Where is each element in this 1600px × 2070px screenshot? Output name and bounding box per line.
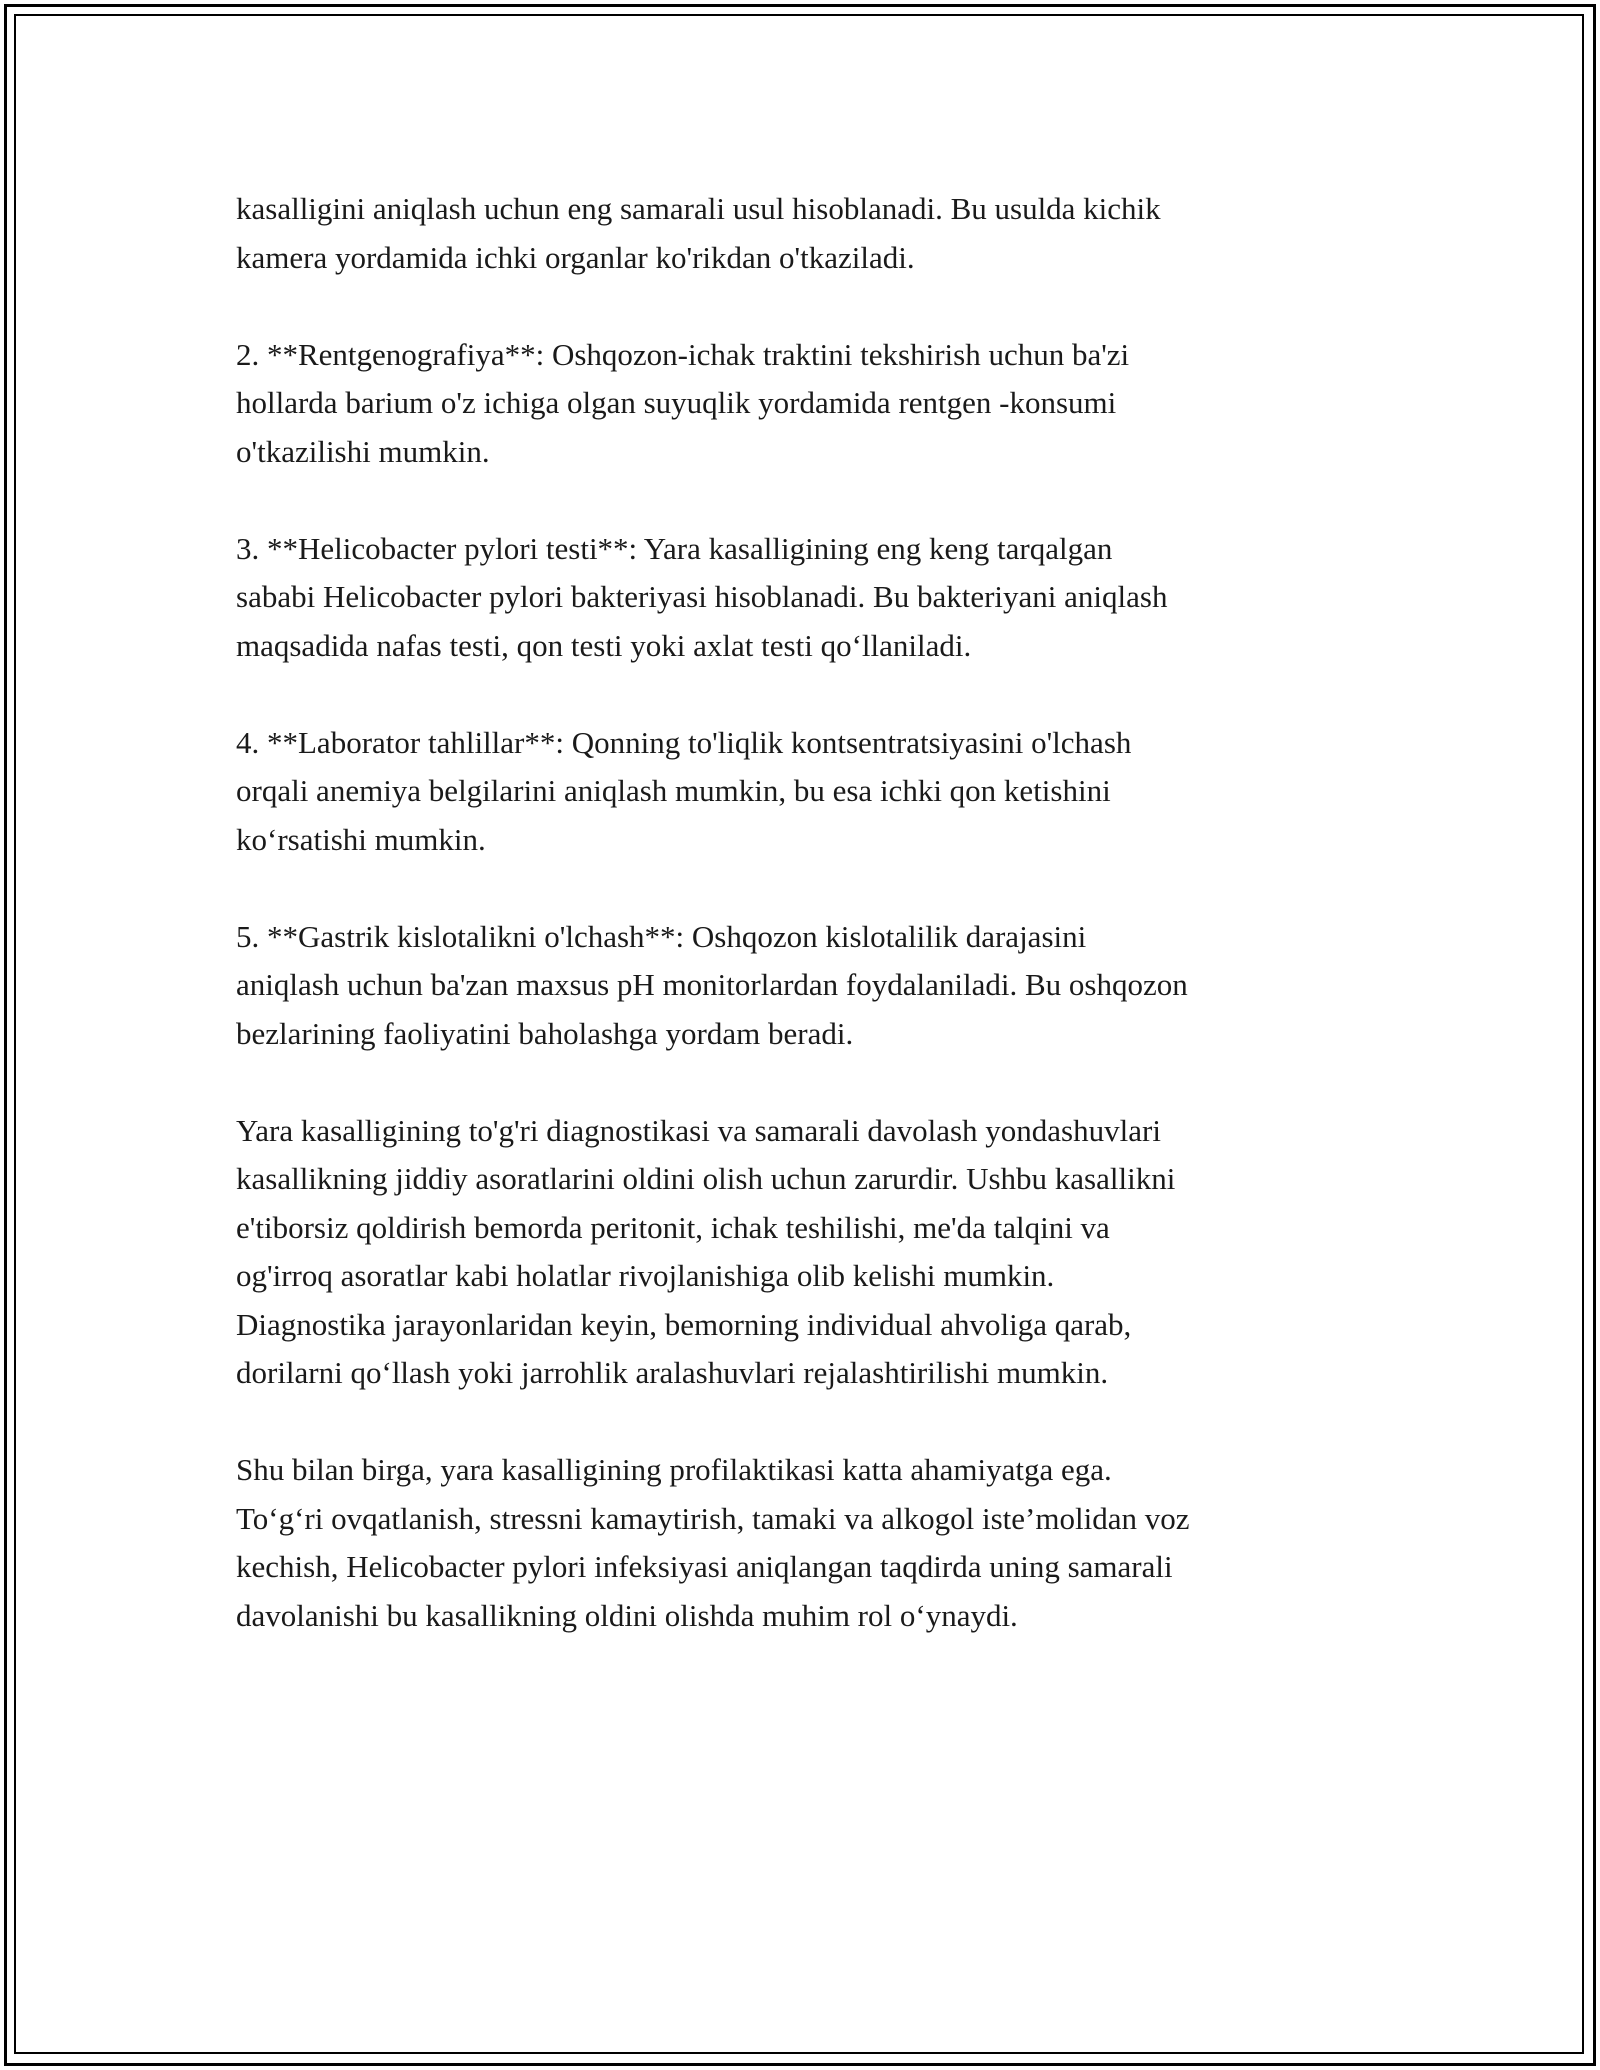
paragraph-helicobacter-test: 3. **Helicobacter pylori testi**: Yara kasalligining eng keng tarqalgan sababi Helicobacter pylori bakteriyasi hisoblanadi. Bu bakteriyani aniqlash maqsadida nafas testi, qon testi yoki axlat testi qo‘llaniladi. (236, 530, 1168, 663)
paragraph-endoscopy-continuation: kasalligini aniqlash uchun eng samarali usul hisoblanadi. Bu usulda kichik kamera yordamida ichki organlar ko'rikdan o'tkaziladi. (236, 191, 1161, 275)
paragraph-radiography: 2. **Rentgenografiya**: Oshqozon-ichak traktini tekshirish uchun ba'zi hollarda barium o'z ichiga olgan suyuqlik yordamida rentgen -konsumi o'tkazilishi mumkin. (236, 336, 1130, 469)
paragraph-diagnosis-importance: Yara kasalligining to'g'ri diagnostikasi va samarali davolash yondashuvlari kasallikning jiddiy asoratlarini oldini olish uchun zarurdir. Ushbu kasallikni e'tiborsiz qoldirish bemorda peritonit, ichak teshilishi, me'da talqini va og'irroq asoratlar kabi holatlar rivojlanishiga olib kelishi mumkin. Diagnostika jarayonlaridan keyin, bemorning individual ahvoliga qarab, dorilarni qo‘llash yoki jarrohlik aralashuvlari rejalashtirilishi mumkin. (236, 1112, 1176, 1390)
document-body (236, 185, 1406, 1689)
paragraph-prevention: Shu bilan birga, yara kasalligining profilaktikasi katta ahamiyatga ega. To‘g‘ri ovqatlanish, stressni kamaytirish, tamaki va alkogol iste’molidan voz kechish, Helicobacter pylori infeksiyasi aniqlangan taqdirda uning samarali davolanishi bu kasallikning oldini olishda muhim rol o‘ynaydi. (236, 1452, 1190, 1633)
paragraph-gastric-acidity: 5. **Gastrik kislotalikni o'lchash**: Oshqozon kislotalilik darajasini aniqlash uchun ba'zan maxsus pH monitorlardan foydalaniladi. Bu oshqozon bezlarining faoliyatini baholashga yordam beradi. (236, 918, 1188, 1051)
paragraph-laboratory-analysis: 4. **Laborator tahlillar**: Qonning to'liqlik kontsentratsiyasini o'lchash orqali anemiya belgilarini aniqlash mumkin, bu esa ichki qon ketishini ko‘rsatishi mumkin. (236, 724, 1132, 857)
